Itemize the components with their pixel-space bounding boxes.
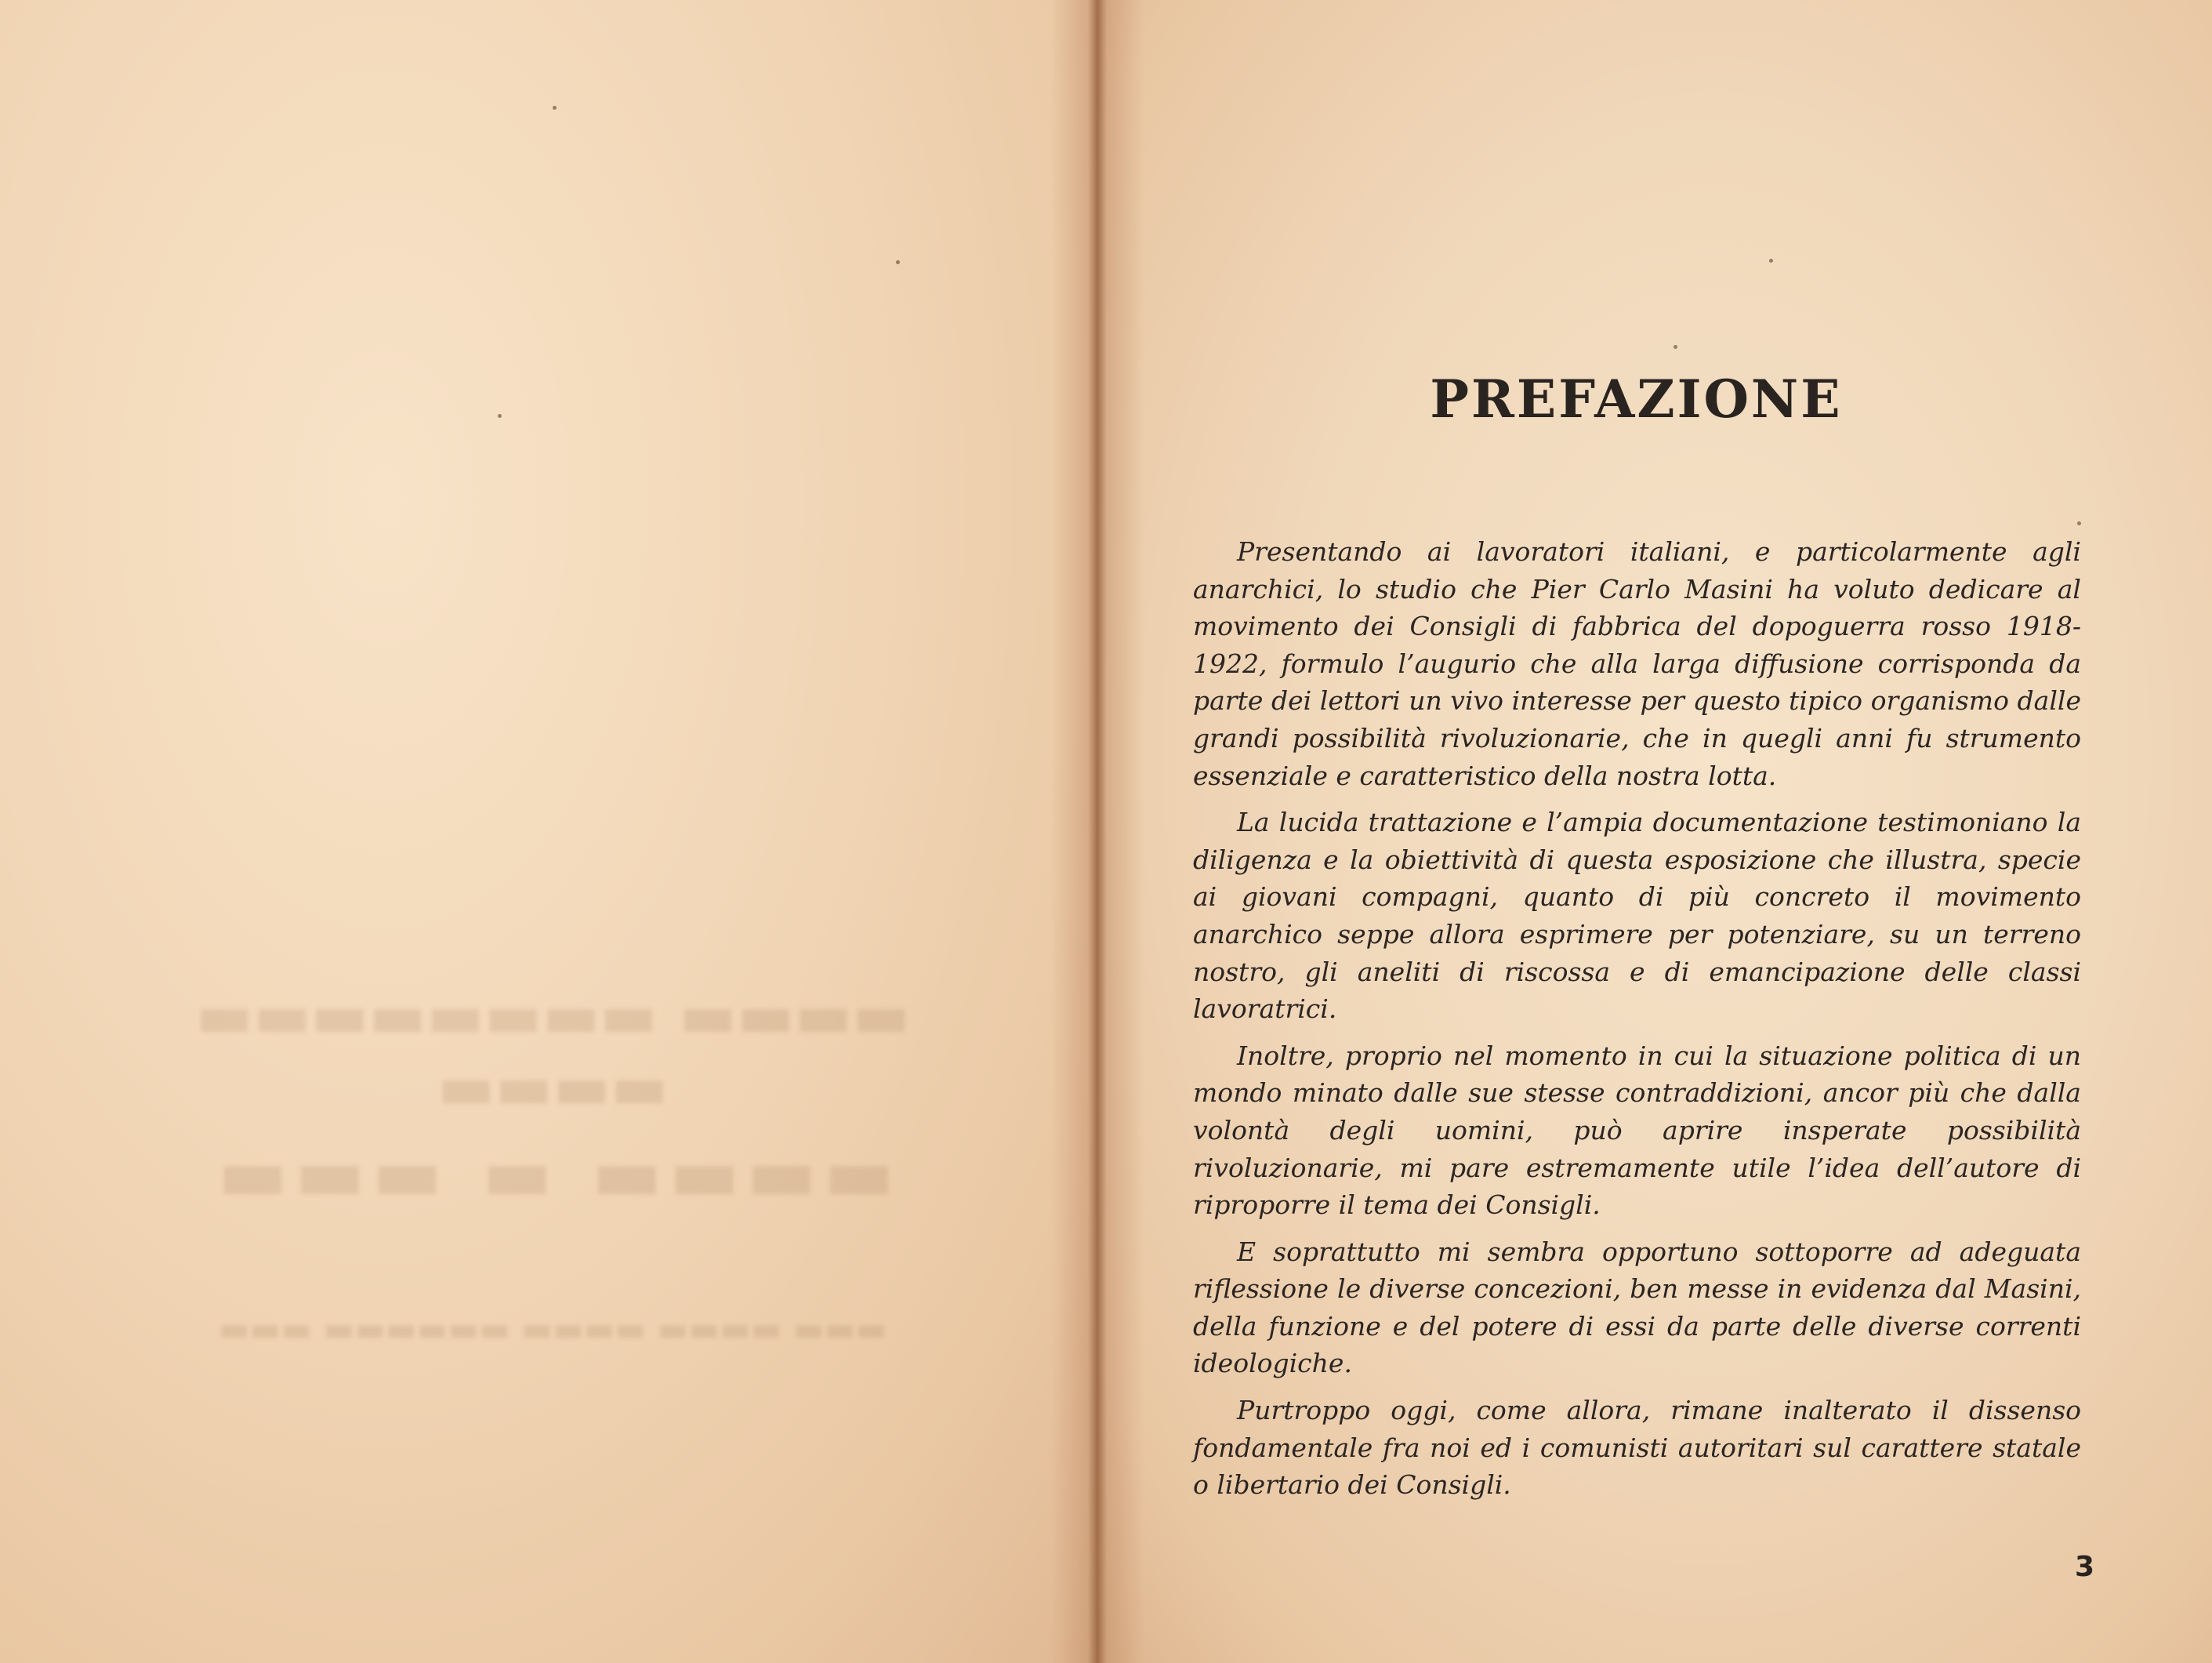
paper-speck <box>896 260 900 264</box>
paragraph-5: Purtroppo oggi, come allora, rimane inalterato il dissenso fondamentale fra noi ed i comunisti autoritari sul carattere statale o libertario dei Consigli. <box>1193 1395 2081 1501</box>
paper-speck <box>1769 259 1773 263</box>
page-title: PREFAZIONE <box>1430 369 1843 430</box>
paragraph-2: La lucida trattazione e l’ampia documentazione testimoniano la diligenza e la obiettività di questa esposizione che illustra, specie ai giovani compagni, quanto di più concreto il movimento anarchico seppe allora esprimere per potenziare, su un terreno nostro, gli aneliti di riscossa e di emancipazione delle classi lavoratrici. <box>1193 807 2081 1025</box>
book-gutter <box>1050 0 1144 1663</box>
paper-speck <box>1674 345 1677 349</box>
paper-speck <box>2077 521 2081 525</box>
paper-speck <box>553 106 557 110</box>
preface-body <box>1193 533 2081 1513</box>
page-number: 3 <box>2074 1551 2094 1583</box>
bleed-through-line-2: ▬▬▬▬ ▬ ▬▬▬ <box>210 1129 895 1218</box>
left-page <box>0 0 1097 1663</box>
paper-speck <box>498 414 502 418</box>
bleed-through-line-1: ▬▬▬▬ ▬▬▬▬▬▬▬▬ ▬▬▬▬ <box>195 980 910 1123</box>
paragraph-1: Presentando ai lavoratori italiani, e particolarmente agli anarchici, lo studio che Pier Carlo Masini ha voluto dedicare al movimento dei Consigli di fabbrica del dopoguerra rosso 1918-1922, formulo l’augurio che alla larga diffusione corrisponda da parte dei lettori un vivo interesse per questo tipico organismo dalle grandi possibilità rivoluzionarie, che in quegli anni fu strumento essenziale e caratteristico della nostra lotta. <box>1193 536 2081 791</box>
paragraph-3: Inoltre, proprio nel momento in cui la situazione politica di un mondo minato dalle sue stesse contraddizioni, ancor più che dalla volontà degli uomini, può aprire insperate possibilità rivoluzionarie, mi pare estremamente utile l’idea dell’autore di riproporre il tema dei Consigli. <box>1193 1040 2081 1221</box>
paragraph-4: E soprattutto mi sembra opportuno sottoporre ad adeguata riflessione le diverse concezioni, ben messe in evidenza dal Masini, della funzione e del potere di essi da parte delle diverse correnti ideologiche. <box>1193 1236 2081 1379</box>
bleed-through-line-3: ▬▬▬ ▬▬▬▬ ▬▬▬▬ ▬▬▬▬▬▬ ▬▬▬ <box>218 1309 887 1348</box>
